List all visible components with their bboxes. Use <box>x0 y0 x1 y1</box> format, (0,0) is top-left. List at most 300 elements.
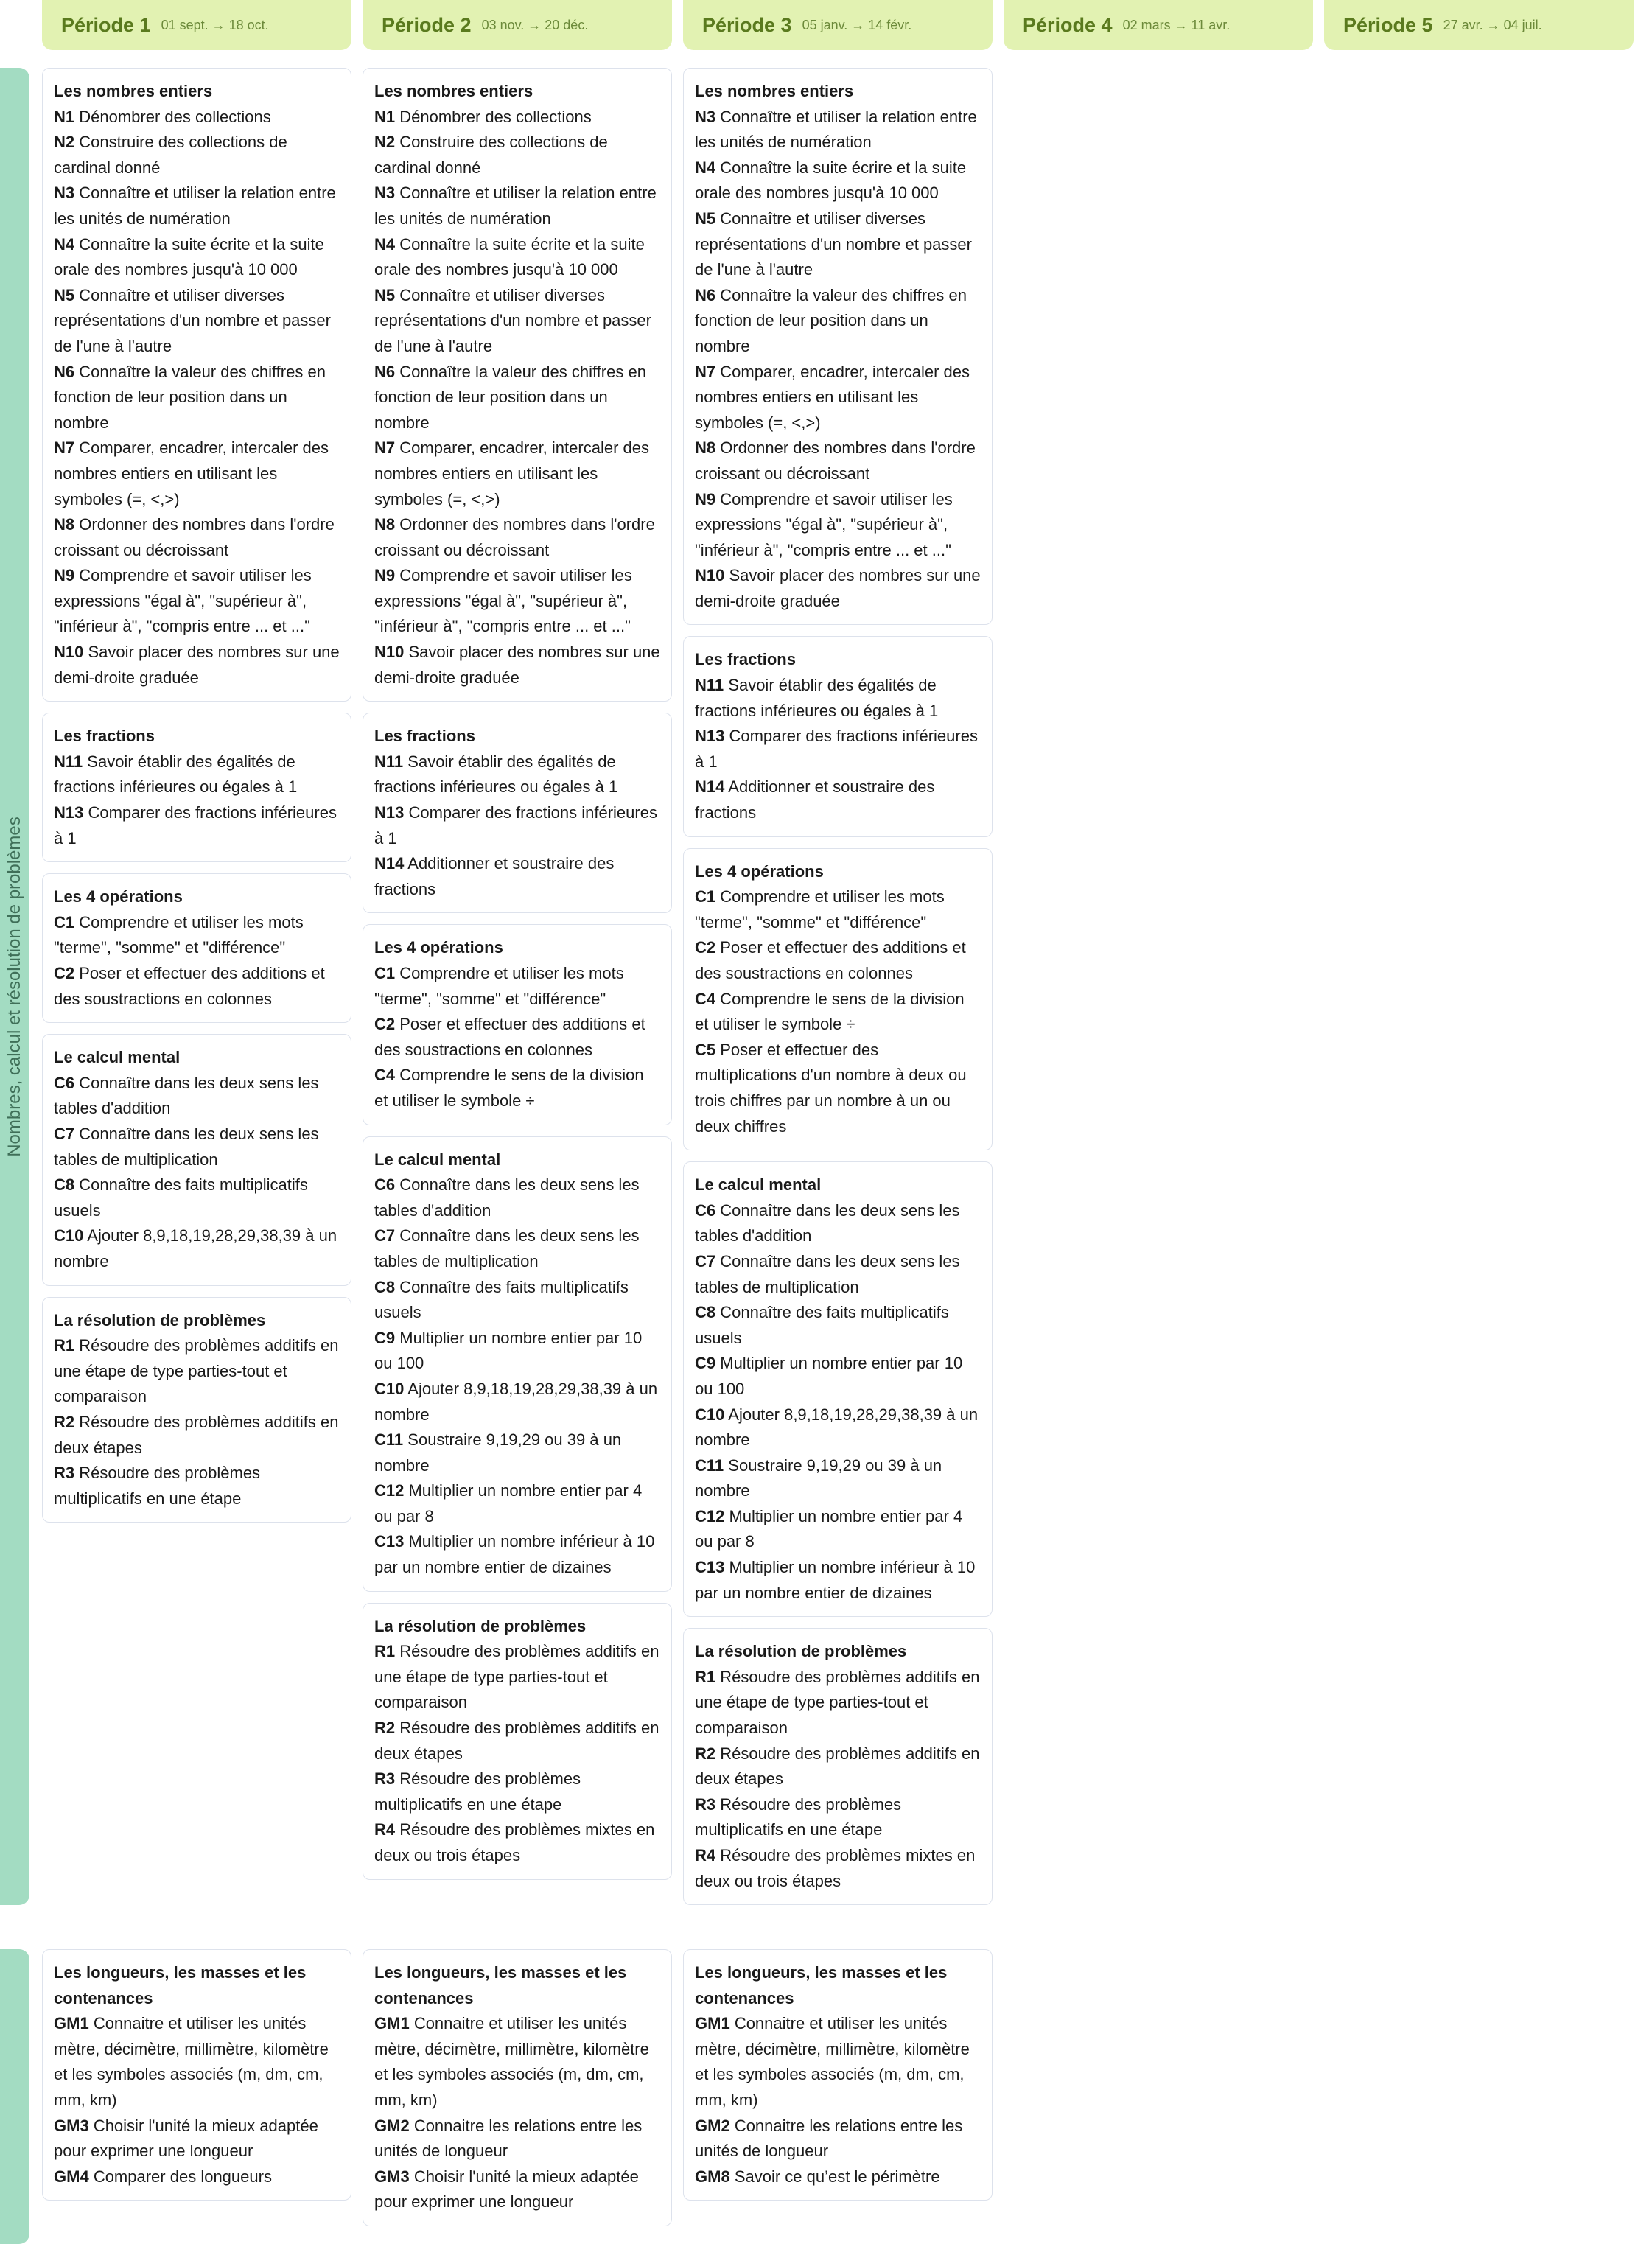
period-column-5 <box>1324 1949 1634 2244</box>
competency-item <box>54 181 340 231</box>
competency-code: N14 <box>374 854 405 873</box>
card-title: Les fractions <box>695 650 796 669</box>
competency-text: Connaître la suite écrire et la suite orale des nombres jusqu'à 10 000 <box>695 158 967 203</box>
competency-code: C5 <box>695 1040 716 1059</box>
competency-text: Connaître et utiliser diverses représentations d'un nombre et passer de l'une à l'autre <box>374 285 651 355</box>
competency-text: Connaître et utiliser la relation entre les unités de numération <box>695 107 977 152</box>
period-column-3 <box>683 68 993 1905</box>
competency-item <box>695 935 981 986</box>
competency-item <box>54 1071 340 1122</box>
competency-text: Connaître et utiliser diverses représentations d'un nombre et passer de l'une à l'autre <box>695 209 972 279</box>
competency-text: Connaitre et utiliser les unités mètre, décimètre, millimètre, kilomètre et les symboles associés (m, dm, cm, mm, km) <box>695 2014 970 2109</box>
competency-code: GM8 <box>695 2167 730 2186</box>
competency-item <box>695 1504 981 1555</box>
competency-code: R2 <box>54 1412 75 1431</box>
competency-text: Savoir établir des égalités de fractions inférieures ou égales à 1 <box>695 676 939 720</box>
period-column-4 <box>1004 1949 1313 2244</box>
competency-code: GM2 <box>374 2116 410 2135</box>
competency-text: Savoir placer des nombres sur une demi-droite graduée <box>695 566 981 610</box>
competency-code: C8 <box>374 1277 396 1296</box>
period-column-5 <box>1324 68 1634 1905</box>
period-column-4 <box>1004 68 1313 1905</box>
card-title: Le calcul mental <box>54 1048 181 1067</box>
competency-text: Connaître la valeur des chiffres en fonction de leur position dans un nombre <box>54 362 326 432</box>
card-title: Les nombres entiers <box>374 82 533 100</box>
competency-item <box>695 1038 981 1139</box>
competency-text: Connaître la valeur des chiffres en fonction de leur position dans un nombre <box>695 285 967 355</box>
competency-text: Connaitre les relations entre les unités de longueur <box>695 2116 963 2161</box>
competency-text: Comprendre et savoir utiliser les expressions "égal à", "supérieur à", "inférieur à", "compris entre ... et ..." <box>54 566 312 636</box>
competency-item <box>54 1333 340 1410</box>
competency-item <box>695 1453 981 1504</box>
competency-code: C2 <box>374 1015 396 1034</box>
competency-code: N2 <box>374 133 396 152</box>
competency-code: N1 <box>54 107 75 126</box>
competency-code: C7 <box>54 1124 75 1143</box>
competency-text: Résoudre des problèmes multiplicatifs en une étape <box>695 1794 902 1839</box>
competency-text: Résoudre des problèmes additifs en une étape de type parties-tout et comparaison <box>374 1642 659 1712</box>
competency-text: Connaître dans les deux sens les tables d'addition <box>374 1175 640 1220</box>
competency-card[interactable] <box>363 68 672 702</box>
period-dates: 05 janv. → 14 févr. <box>802 17 912 32</box>
competency-code: C11 <box>695 1455 724 1475</box>
competency-text: Comprendre et savoir utiliser les expressions "égal à", "supérieur à", "inférieur à", "compris entre ... et ..." <box>374 566 632 636</box>
competency-item <box>54 1122 340 1172</box>
competency-item <box>695 673 981 724</box>
competency-item <box>695 206 981 283</box>
competency-code: N7 <box>695 362 716 381</box>
competency-card[interactable] <box>683 848 993 1151</box>
card-title: Les fractions <box>374 727 475 746</box>
card-title: Les longueurs, les masses et les contenances <box>695 1963 948 2007</box>
competency-item <box>695 775 981 825</box>
competency-code: GM2 <box>695 2116 730 2135</box>
competency-text: Comparer des fractions inférieures à 1 <box>54 803 337 847</box>
competency-item <box>695 987 981 1038</box>
competency-text: Résoudre des problèmes multiplicatifs en une étape <box>374 1769 581 1814</box>
competency-code: N9 <box>374 566 396 585</box>
competency-item <box>695 1741 981 1792</box>
competency-code: N5 <box>374 285 396 304</box>
competency-code: N10 <box>54 643 84 662</box>
competency-card[interactable] <box>42 68 351 702</box>
competency-code: R4 <box>374 1820 396 1839</box>
competency-code: GM1 <box>695 2014 730 2033</box>
competency-code: R3 <box>695 1794 716 1814</box>
competency-code: N6 <box>374 362 396 381</box>
competency-code: C10 <box>695 1405 725 1424</box>
competency-item <box>374 2011 660 2113</box>
competency-code: R2 <box>374 1719 396 1738</box>
competency-item <box>54 640 340 691</box>
competency-item <box>374 1326 660 1377</box>
competency-item <box>54 1223 340 1274</box>
competency-card[interactable] <box>42 1949 351 2201</box>
competency-item <box>695 563 981 614</box>
competency-card[interactable] <box>42 873 351 1023</box>
competency-text: Comparer, encadrer, intercaler des nombres entiers en utilisant les symboles (=, <,>) <box>54 438 329 508</box>
competency-text: Dénombrer des collections <box>399 107 592 126</box>
competency-code: N6 <box>54 362 75 381</box>
competency-text: Connaître des faits multiplicatifs usuels <box>54 1175 308 1220</box>
competency-code: N8 <box>695 438 716 458</box>
period-header-5[interactable] <box>1324 0 1634 50</box>
competency-code: N9 <box>695 489 716 508</box>
card-title: La résolution de problèmes <box>374 1616 587 1635</box>
period-header-3[interactable] <box>683 0 993 50</box>
competency-code: N4 <box>695 158 716 177</box>
competency-text: Poser et effectuer des additions et des soustractions en colonnes <box>54 964 325 1008</box>
competency-item <box>54 283 340 360</box>
competency-item <box>374 1529 660 1580</box>
competency-text: Résoudre des problèmes mixtes en deux ou trois étapes <box>695 1846 976 1890</box>
competency-code: N13 <box>695 727 725 746</box>
competency-code: C7 <box>695 1251 716 1270</box>
competency-text: Connaître dans les deux sens les tables d'addition <box>54 1073 319 1118</box>
card-title: Les fractions <box>54 727 155 746</box>
competency-text: Dénombrer des collections <box>79 107 271 126</box>
competency-card[interactable] <box>42 1034 351 1285</box>
competency-code: C2 <box>695 938 716 957</box>
competency-item <box>374 563 660 640</box>
competency-item <box>374 283 660 360</box>
competency-text: Choisir l'unité la mieux adaptée pour exprimer une longueur <box>54 2116 318 2161</box>
period-columns <box>42 68 1634 1905</box>
competency-code: C4 <box>374 1066 396 1085</box>
competency-text: Savoir ce qu’est le périmètre <box>734 2167 940 2186</box>
competency-text: Comparer des longueurs <box>93 2167 272 2186</box>
competency-text: Choisir l'unité la mieux adaptée pour exprimer une longueur <box>374 2167 639 2212</box>
competency-code: N5 <box>54 285 75 304</box>
period-column-2 <box>363 1949 672 2244</box>
competency-item <box>374 105 660 130</box>
competency-text: Ajouter 8,9,18,19,28,29,38,39 à un nombre <box>695 1405 979 1450</box>
period-column-1 <box>42 68 351 1905</box>
competency-code: N13 <box>54 803 84 822</box>
competency-item <box>54 512 340 563</box>
competency-item <box>374 800 660 851</box>
competency-code: C6 <box>695 1200 716 1220</box>
period-dates: 27 avr. → 04 juil. <box>1443 17 1542 32</box>
competency-text: Ordonner des nombres dans l'ordre croissant ou décroissant <box>374 515 655 559</box>
competency-code: N7 <box>54 438 75 458</box>
competency-text: Multiplier un nombre inférieur à 10 par un nombre entier de dizaines <box>374 1532 655 1577</box>
competency-item <box>695 884 981 935</box>
competency-text: Savoir établir des égalités de fractions inférieures ou égales à 1 <box>54 752 298 797</box>
competency-code: C4 <box>695 989 716 1008</box>
competency-code: C9 <box>374 1328 396 1347</box>
competency-code: N10 <box>374 643 405 662</box>
competency-item <box>695 1351 981 1402</box>
competency-code: R1 <box>695 1667 716 1686</box>
competency-item <box>695 487 981 564</box>
competency-item <box>374 1275 660 1326</box>
competency-item <box>54 105 340 130</box>
competency-text: Comprendre et utiliser les mots "terme", "somme" et "différence" <box>695 887 945 931</box>
card-title: Les nombres entiers <box>695 82 854 100</box>
competency-text: Comprendre et utiliser les mots "terme", "somme" et "différence" <box>54 912 304 957</box>
period-dates: 02 mars → 11 avr. <box>1122 17 1231 32</box>
competency-text: Ajouter 8,9,18,19,28,29,38,39 à un nombre <box>374 1379 658 1424</box>
competency-code: N13 <box>374 803 405 822</box>
competency-text: Ordonner des nombres dans l'ordre croissant ou décroissant <box>695 438 976 483</box>
competency-text: Connaître des faits multiplicatifs usuels <box>374 1277 629 1322</box>
card-title: Le calcul mental <box>374 1150 501 1169</box>
competency-code: C8 <box>695 1303 716 1322</box>
competency-card[interactable] <box>363 713 672 913</box>
period-title: Période 1 <box>61 13 151 36</box>
competency-item <box>695 1555 981 1606</box>
period-title: Période 2 <box>382 13 472 36</box>
competency-card[interactable] <box>363 924 672 1125</box>
competency-code: N11 <box>695 676 724 695</box>
competency-text: Connaître dans les deux sens les tables d'addition <box>695 1200 960 1245</box>
competency-text: Construire des collections de cardinal donné <box>54 133 287 177</box>
competency-text: Poser et effectuer des additions et des soustractions en colonnes <box>374 1015 645 1059</box>
card-title: Les nombres entiers <box>54 82 213 100</box>
competency-code: N3 <box>374 183 396 203</box>
competency-item <box>695 1665 981 1741</box>
competency-code: N7 <box>374 438 396 458</box>
competency-item <box>374 1223 660 1274</box>
competency-code: C1 <box>695 887 716 906</box>
competency-item <box>695 1249 981 1300</box>
competency-item <box>374 1012 660 1063</box>
competency-item <box>695 360 981 436</box>
competency-code: C11 <box>374 1430 404 1450</box>
competency-text: Résoudre des problèmes additifs en deux étapes <box>54 1412 339 1457</box>
competency-text: Résoudre des problèmes additifs en une étape de type parties-tout et comparaison <box>695 1667 980 1738</box>
competency-text: Connaître et utiliser la relation entre les unités de numération <box>374 183 657 228</box>
competency-code: N8 <box>374 515 396 534</box>
competency-code: N11 <box>374 752 404 771</box>
competency-code: C6 <box>374 1175 396 1195</box>
competency-item <box>374 181 660 231</box>
competency-item <box>695 105 981 155</box>
competency-text: Construire des collections de cardinal donné <box>374 133 608 177</box>
competency-text: Savoir établir des égalités de fractions inférieures ou égales à 1 <box>374 752 618 797</box>
domain-section-grandeurs-mesures <box>0 1949 1634 2244</box>
competency-code: N4 <box>374 234 396 254</box>
competency-code: GM4 <box>54 2167 89 2186</box>
competency-code: C10 <box>374 1379 405 1398</box>
competency-code: N11 <box>54 752 83 771</box>
competency-item <box>695 1792 981 1843</box>
competency-item <box>695 2164 981 2190</box>
competency-item <box>695 436 981 486</box>
competency-item <box>374 2164 660 2215</box>
competency-card[interactable] <box>683 1949 993 2201</box>
competency-card[interactable] <box>42 1297 351 1523</box>
competency-code: R3 <box>54 1464 75 1483</box>
competency-text: Ordonner des nombres dans l'ordre croissant ou décroissant <box>54 515 335 559</box>
competency-code: R1 <box>54 1336 75 1355</box>
competency-card[interactable] <box>683 1628 993 1905</box>
competency-text: Comparer, encadrer, intercaler des nombres entiers en utilisant les symboles (=, <,>) <box>374 438 649 508</box>
competency-item <box>374 512 660 563</box>
competency-item <box>374 1716 660 1766</box>
competency-code: GM3 <box>374 2167 410 2186</box>
domain-bar <box>0 1949 29 2244</box>
competency-text: Poser et effectuer des additions et des soustractions en colonnes <box>695 938 966 982</box>
period-title: Période 5 <box>1343 13 1433 36</box>
competency-text: Multiplier un nombre entier par 4 ou par 8 <box>374 1481 643 1525</box>
competency-item <box>54 749 340 800</box>
competency-item <box>374 436 660 512</box>
competency-text: Résoudre des problèmes additifs en une étape de type parties-tout et comparaison <box>54 1336 339 1406</box>
competency-item <box>374 749 660 800</box>
competency-code: N5 <box>695 209 716 228</box>
competency-card[interactable] <box>363 1603 672 1880</box>
domain-bar <box>0 68 29 1905</box>
competency-code: N1 <box>374 107 396 126</box>
competency-card[interactable] <box>42 713 351 862</box>
competency-item <box>695 1843 981 1894</box>
competency-code: N10 <box>695 566 725 585</box>
competency-code: N6 <box>695 285 716 304</box>
competency-text: Connaitre les relations entre les unités de longueur <box>374 2116 643 2161</box>
competency-code: GM3 <box>54 2116 89 2135</box>
competency-text: Connaître dans les deux sens les tables de multiplication <box>54 1124 319 1169</box>
competency-item <box>374 360 660 436</box>
competency-text: Ajouter 8,9,18,19,28,29,38,39 à un nombre <box>54 1226 337 1270</box>
competency-text: Comprendre le sens de la division et utiliser le symbole ÷ <box>374 1066 644 1110</box>
competency-text: Savoir placer des nombres sur une demi-droite graduée <box>54 643 340 687</box>
competency-code: C1 <box>54 912 75 931</box>
competency-text: Connaître et utiliser diverses représentations d'un nombre et passer de l'une à l'autre <box>54 285 331 355</box>
competency-card[interactable] <box>683 1161 993 1617</box>
competency-text: Connaître dans les deux sens les tables de multiplication <box>695 1251 960 1296</box>
competency-item <box>54 1410 340 1461</box>
competency-code: C13 <box>695 1558 725 1577</box>
competency-code: C13 <box>374 1532 405 1551</box>
period-dates: 01 sept. → 18 oct. <box>161 17 269 32</box>
competency-card[interactable] <box>683 636 993 836</box>
card-title: Les longueurs, les masses et les contenances <box>374 1963 627 2007</box>
competency-code: C12 <box>374 1481 405 1500</box>
competency-code: GM1 <box>374 2014 410 2033</box>
competency-text: Comparer des fractions inférieures à 1 <box>374 803 657 847</box>
competency-code: N4 <box>54 234 75 254</box>
competency-item <box>695 724 981 775</box>
competency-item <box>374 851 660 902</box>
competency-item <box>695 1402 981 1453</box>
card-title: Les 4 opérations <box>374 938 503 957</box>
competency-text: Connaitre et utiliser les unités mètre, décimètre, millimètre, kilomètre et les symboles associés (m, dm, cm, mm, km) <box>374 2014 649 2109</box>
period-title: Période 4 <box>1023 13 1113 36</box>
period-dates: 03 nov. → 20 déc. <box>481 17 589 32</box>
competency-code: C2 <box>54 964 75 982</box>
competency-item <box>374 1427 660 1478</box>
competency-text: Multiplier un nombre entier par 4 ou par 8 <box>695 1506 963 1551</box>
competency-text: Connaitre et utiliser les unités mètre, décimètre, millimètre, kilomètre et les symboles associés (m, dm, cm, mm, km) <box>54 2014 329 2109</box>
period-title: Période 3 <box>702 13 792 36</box>
competency-text: Soustraire 9,19,29 ou 39 à un nombre <box>374 1430 622 1475</box>
competency-code: C8 <box>54 1175 75 1195</box>
competency-item <box>374 961 660 1012</box>
competency-text: Connaître et utiliser la relation entre les unités de numération <box>54 183 336 228</box>
competency-text: Comprendre le sens de la division et utiliser le symbole ÷ <box>695 989 965 1034</box>
competency-text: Connaître la suite écrite et la suite orale des nombres jusqu'à 10 000 <box>374 234 645 279</box>
competency-text: Multiplier un nombre inférieur à 10 par un nombre entier de dizaines <box>695 1558 976 1602</box>
competency-text: Résoudre des problèmes additifs en deux étapes <box>374 1719 659 1763</box>
period-header-1[interactable] <box>42 0 351 50</box>
competency-code: C10 <box>54 1226 84 1245</box>
card-title: La résolution de problèmes <box>695 1642 907 1661</box>
competency-code: R4 <box>695 1846 716 1864</box>
competency-text: Comprendre et savoir utiliser les expressions "égal à", "supérieur à", "inférieur à", "compris entre ... et ..." <box>695 489 953 559</box>
competency-text: Connaître la valeur des chiffres en fonction de leur position dans un nombre <box>374 362 646 432</box>
competency-item <box>695 2011 981 2113</box>
competency-text: Comparer des fractions inférieures à 1 <box>695 727 978 771</box>
competency-item <box>54 2011 340 2113</box>
competency-item <box>374 130 660 181</box>
competency-text: Poser et effectuer des multiplications d'un nombre à deux ou trois chiffres par un nombre à un ou deux chiffres <box>695 1040 967 1136</box>
competency-text: Résoudre des problèmes additifs en deux étapes <box>695 1744 980 1789</box>
competency-code: C1 <box>374 964 396 982</box>
period-columns <box>42 1949 1634 2244</box>
competency-text: Connaître dans les deux sens les tables de multiplication <box>374 1226 640 1270</box>
card-title: La résolution de problèmes <box>54 1310 266 1329</box>
competency-item <box>54 130 340 181</box>
competency-text: Comparer, encadrer, intercaler des nombres entiers en utilisant les symboles (=, <,>) <box>695 362 970 432</box>
competency-text: Additionner et soustraire des fractions <box>695 777 935 822</box>
competency-text: Connaître la suite écrite et la suite orale des nombres jusqu'à 10 000 <box>54 234 324 279</box>
competency-item <box>54 436 340 512</box>
competency-text: Comprendre et utiliser les mots "terme", "somme" et "différence" <box>374 964 624 1008</box>
competency-text: Multiplier un nombre entier par 10 ou 100 <box>374 1328 643 1373</box>
period-column-2 <box>363 68 672 1905</box>
card-title: Les longueurs, les masses et les contenances <box>54 1963 307 2007</box>
domain-section-nombres <box>0 68 1634 1905</box>
period-header-2[interactable] <box>363 0 672 50</box>
competency-item <box>374 1172 660 1223</box>
competency-item <box>374 1063 660 1114</box>
competency-code: N2 <box>54 133 75 152</box>
competency-code: R2 <box>695 1744 716 1763</box>
competency-text: Multiplier un nombre entier par 10 ou 100 <box>695 1354 963 1398</box>
competency-item <box>695 283 981 360</box>
competency-code: C9 <box>695 1354 716 1373</box>
competency-card[interactable] <box>363 1136 672 1592</box>
competency-item <box>374 1478 660 1529</box>
competency-item <box>374 1817 660 1868</box>
competency-item <box>54 961 340 1012</box>
competency-item <box>695 1198 981 1249</box>
competency-text: Connaître des faits multiplicatifs usuels <box>695 1303 949 1347</box>
period-column-3 <box>683 1949 993 2244</box>
competency-card[interactable] <box>683 68 993 625</box>
competency-item <box>374 1766 660 1817</box>
competency-item <box>374 232 660 283</box>
competency-code: N9 <box>54 566 75 585</box>
competency-text: Savoir placer des nombres sur une demi-droite graduée <box>374 643 660 687</box>
competency-item <box>54 800 340 851</box>
competency-item <box>695 2114 981 2164</box>
competency-code: GM1 <box>54 2014 89 2033</box>
competency-code: R1 <box>374 1642 396 1661</box>
period-header-4[interactable] <box>1004 0 1313 50</box>
competency-item <box>374 640 660 691</box>
competency-card[interactable] <box>363 1949 672 2226</box>
competency-code: N14 <box>695 777 725 797</box>
period-column-1 <box>42 1949 351 2244</box>
competency-text: Résoudre des problèmes mixtes en deux ou trois étapes <box>374 1820 655 1864</box>
competency-code: R3 <box>374 1769 396 1789</box>
card-title: Les 4 opérations <box>695 861 824 881</box>
competency-item <box>695 155 981 206</box>
competency-item <box>54 2164 340 2190</box>
